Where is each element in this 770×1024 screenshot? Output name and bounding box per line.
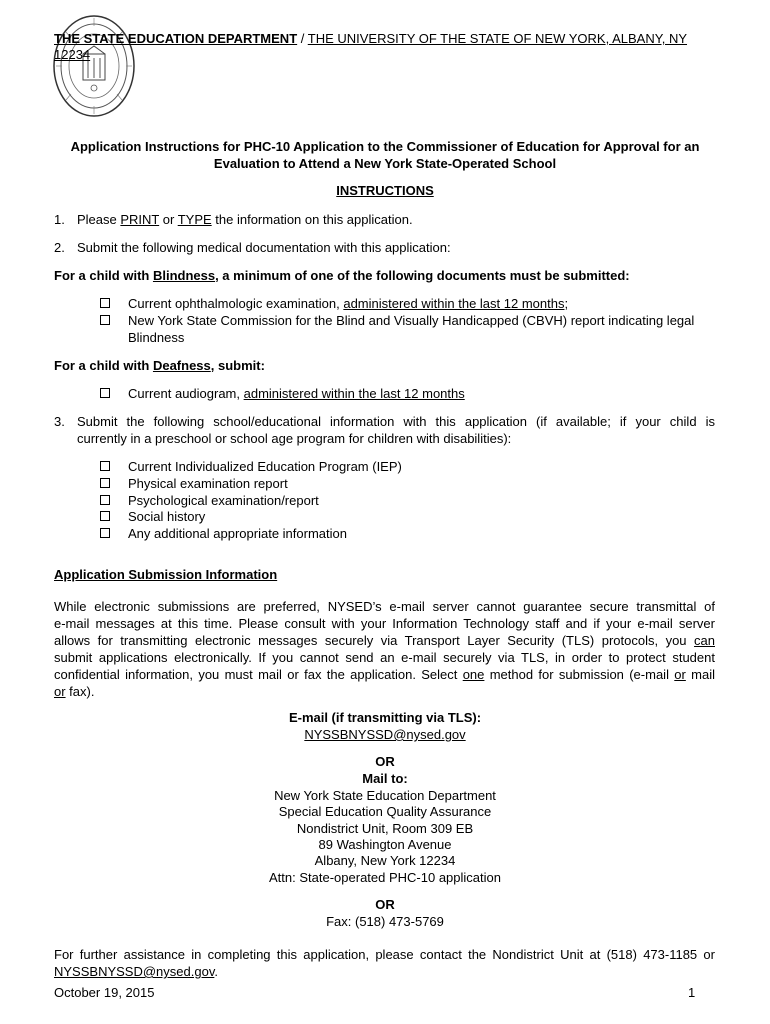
item-1-or: or [159,212,178,227]
assistance-post: . [214,964,218,979]
item-2-text: Submit the following medical documentation with this application: [77,240,451,255]
submission-line-4: submit applications electronically. If you cannot send an e-mail securely via TLS, in order to protect student [54,650,715,665]
submission-line-2: e-mail messages at this time. Please consult with your Information Technology staff and if your e-mail server [54,616,715,631]
submission-line-5-or: or [674,667,686,682]
submission-line-3-pre: allows for transmitting electronic messages securely via Transport Layer Security (TLS) protocols, you [54,633,695,648]
letterhead [54,31,699,63]
item-1-type: TYPE [177,212,212,227]
address-line: Attn: State-operated PHC-10 application [269,870,501,885]
submission-line-6-post: fax). [65,684,95,699]
footer-page-number: 1 [688,985,696,1000]
blindness-item-2-line-2: Blindness [128,330,185,345]
address-line: 89 Washington Avenue [318,837,452,852]
school-checkbox-2[interactable] [100,478,110,488]
letterhead-department: THE STATE EDUCATION DEPARTMENT [54,31,298,46]
submission-line-6-or: or [54,684,66,699]
item-3-line-1: Submit the following school/educational information with this application (if available; if your child is [77,414,715,429]
footer-date: October 19, 2015 [54,985,155,1000]
or-separator-2: OR [375,897,395,912]
instructions-heading: INSTRUCTIONS [336,183,434,198]
letterhead-address: , ALBANY, NY 12234 [54,31,688,62]
blindness-pre: For a child with [54,268,153,283]
address-line: Nondistrict Unit, Room 309 EB [296,821,474,836]
school-item-1: Current Individualized Education Program (IEP) [128,459,402,474]
deafness-item-1 [128,385,728,402]
blindness-item-1-post: ; [564,296,569,311]
address-line: Special Education Quality Assurance [278,804,492,819]
submission-heading: Application Submission Information [54,567,278,582]
email-link[interactable]: NYSSBNYSSD@nysed.gov [304,727,466,742]
submission-line-5-one: one [462,667,485,682]
item-2-number: 2. [54,240,65,255]
deafness-keyword: Deafness [152,358,211,373]
school-item-2: Physical examination report [128,476,288,491]
deafness-subheading [54,357,265,374]
submission-line-1: While electronic submissions are preferred, NYSED’s e-mail server cannot guarantee secure transmittal of [54,599,715,614]
assistance-line-2 [54,963,715,980]
blindness-item-1-underlined: administered within the last 12 months [343,296,565,311]
submission-paragraph [54,598,715,700]
blindness-checkbox-2[interactable] [100,315,110,325]
school-checkbox-5[interactable] [100,528,110,538]
blindness-item-1-pre: Current ophthalmologic examination, [128,296,344,311]
address-line: New York State Education Department [274,788,496,803]
submission-line-6 [54,683,715,700]
item-1-text [77,211,715,228]
school-item-3: Psychological examination/report [128,493,319,508]
deafness-post: , submit: [210,358,265,373]
letterhead-separator: / [297,31,308,46]
nys-university-seal-icon [52,14,136,118]
document-title [40,138,730,172]
address-line: Albany, New York 12234 [314,853,456,868]
school-checkbox-3[interactable] [100,495,110,505]
school-item-5: Any additional appropriate information [128,526,347,541]
blindness-item-1 [128,295,728,312]
title-line-2: Evaluation to Attend a New York State-Operated School [213,156,557,171]
item-3-number: 3. [54,414,65,429]
mail-label: Mail to: [362,771,408,786]
submission-line-5-pre: confidential information, you must mail or fax the application. Select [54,667,463,682]
letterhead-university: THE UNIVERSITY OF THE STATE OF NEW YORK [307,31,606,46]
school-checkbox-4[interactable] [100,511,110,521]
assistance-paragraph [54,946,715,980]
blindness-subheading [54,267,630,284]
blindness-checkbox-1[interactable] [100,298,110,308]
item-3-text [77,413,715,447]
or-separator-1: OR [375,754,395,769]
email-label: E-mail (if transmitting via TLS): [288,710,482,725]
title-line-1: Application Instructions for PHC-10 Application to the Commissioner of Education for Approval for an [70,139,700,154]
submission-line-3-can: can [694,633,715,648]
assistance-line-1: For further assistance in completing this application, please contact the Nondistrict Unit at (518) 473-1185 or [54,947,715,962]
submission-line-3 [54,632,715,649]
school-checkbox-1[interactable] [100,461,110,471]
item-1-number: 1. [54,212,65,227]
deafness-checkbox-1[interactable] [100,388,110,398]
fax-number: Fax: (518) 473-5769 [326,914,444,929]
school-item-4: Social history [128,509,206,524]
email-link-container [0,726,770,743]
submission-line-5-post: mail [685,667,715,682]
assistance-email-link[interactable]: NYSSBNYSSD@nysed.gov [54,964,215,979]
item-1-print: PRINT [120,212,160,227]
submission-line-5 [54,666,715,683]
deafness-item-1-pre: Current audiogram, [128,386,244,401]
blindness-item-2 [128,312,728,346]
deafness-item-1-underlined: administered within the last 12 months [243,386,465,401]
item-1-pre: Please [77,212,121,227]
item-1-post: the information on this application. [211,212,413,227]
submission-line-5-mid: method for submission (e-mail [484,667,675,682]
deafness-pre: For a child with [54,358,153,373]
blindness-item-2-line-1: New York State Commission for the Blind and Visually Handicapped (CBVH) report indicating legal [128,313,695,328]
blindness-keyword: Blindness [152,268,216,283]
item-3-line-2: currently in a preschool or school age program for children with disabilities): [77,431,512,446]
blindness-post: , a minimum of one of the following documents must be submitted: [215,268,630,283]
